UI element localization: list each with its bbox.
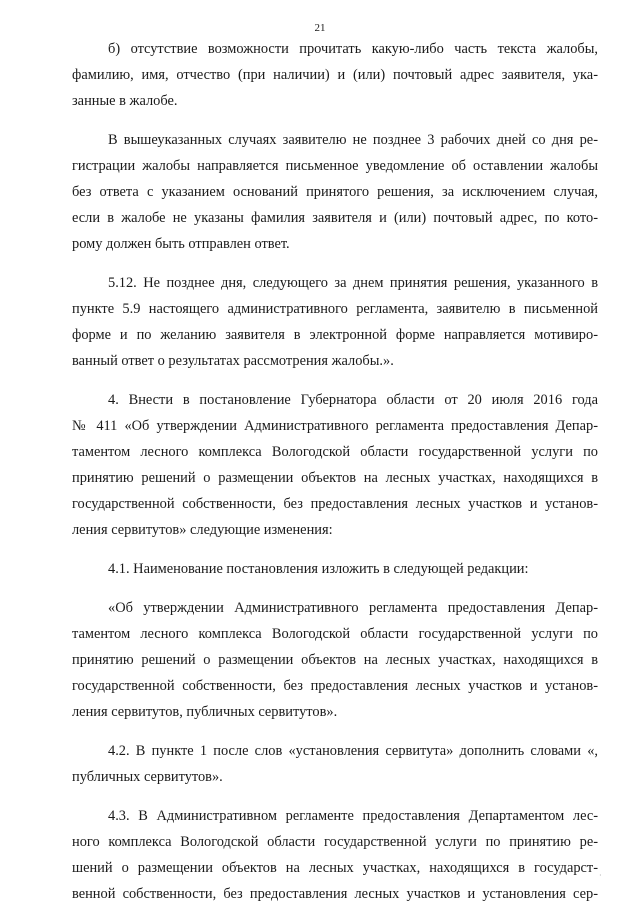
paragraph-line: В вышеуказанных случаях заявителю не позднее 3 рабочих дней со дня ре- [108, 131, 598, 148]
paragraph-line: таментом лесного комплекса Вологодской области государственной услуги по [72, 625, 598, 642]
paragraph-line: если в жалобе не указаны фамилия заявителя и (или) почтовый адрес, по кото- [72, 210, 598, 227]
page-number: 21 [314, 22, 326, 34]
paragraph-line: принятию решений о размещении объектов на лесных участках, находящихся в [72, 470, 598, 487]
document-body [72, 36, 598, 920]
paragraph [72, 556, 598, 582]
paragraph-line: венной собственности, без предоставления лесных участков и установления сер- [72, 885, 598, 902]
paragraph-line: пункте 5.9 настоящего административного регламента, заявителю в письменной [72, 301, 598, 318]
paragraph-line: таментом лесного комплекса Вологодской области государственной услуги по [72, 444, 598, 461]
paragraph-line: ванный ответ о результатах рассмотрения жалобы.». [72, 353, 394, 370]
paragraph-line: государственной собственности, без предоставления лесных участков и установ- [72, 496, 598, 513]
paragraph-line: принятию решений о размещении объектов на лесных участках, находящихся в [72, 651, 598, 668]
paragraph-line: фамилию, имя, отчество (при наличии) и (или) почтовый адрес заявителя, ука- [72, 67, 598, 84]
paragraph-line: шений о размещении объектов на лесных участках, находящихся в государст- [72, 859, 598, 876]
paragraph-line: гистрации жалобы направляется письменное уведомление об оставлении жалобы [72, 157, 598, 174]
paragraph-line: ного комплекса Вологодской области государственной услуги по принятию ре- [72, 833, 598, 850]
paragraph [72, 738, 598, 790]
paragraph-line: ления сервитутов, публичных сервитутов». [72, 704, 338, 721]
paragraph-line: форме и по желанию заявителя в электронной форме направляется мотивиро- [72, 327, 598, 344]
paragraph [72, 595, 598, 725]
paragraph-line: 4.3. В Административном регламенте предоставления Департаментом лес- [108, 807, 598, 824]
paragraph-line: публичных сервитутов». [72, 768, 223, 785]
paragraph [72, 270, 598, 374]
paragraph-line: ления сервитутов» следующие изменения: [72, 522, 333, 539]
paragraph [72, 387, 598, 544]
paragraph-line: государственной собственности, без предоставления лесных участков и установ- [72, 678, 598, 695]
paragraph-line: 4. Внести в постановление Губернатора области от 20 июля 2016 года [108, 391, 598, 408]
paragraph-line: 4.2. В пункте 1 после слов «установления сервитута» дополнить словами «, [108, 742, 598, 759]
paragraph [72, 36, 598, 114]
paragraph [72, 803, 598, 907]
paragraph-line: «Об утверждении Административного регламента предоставления Депар- [108, 599, 598, 616]
paragraph-line: без ответа с указанием оснований принятого решения, за исключением случая, [72, 184, 598, 201]
paragraph-line: занные в жалобе. [72, 93, 178, 110]
paragraph-line: 5.12. Не позднее дня, следующего за днем принятия решения, указанного в [108, 274, 598, 291]
paragraph-line: б) отсутствие возможности прочитать какую-либо часть текста жалобы, [108, 41, 598, 57]
paragraph-line: рому должен быть отправлен ответ. [72, 236, 290, 253]
margin-mark: · [599, 871, 602, 880]
paragraph-line: № 411 «Об утверждении Административного регламента предоставления Депар- [72, 418, 598, 434]
paragraph [72, 127, 598, 257]
paragraph-line: 4.1. Наименование постановления изложить в следующей редакции: [108, 561, 529, 578]
